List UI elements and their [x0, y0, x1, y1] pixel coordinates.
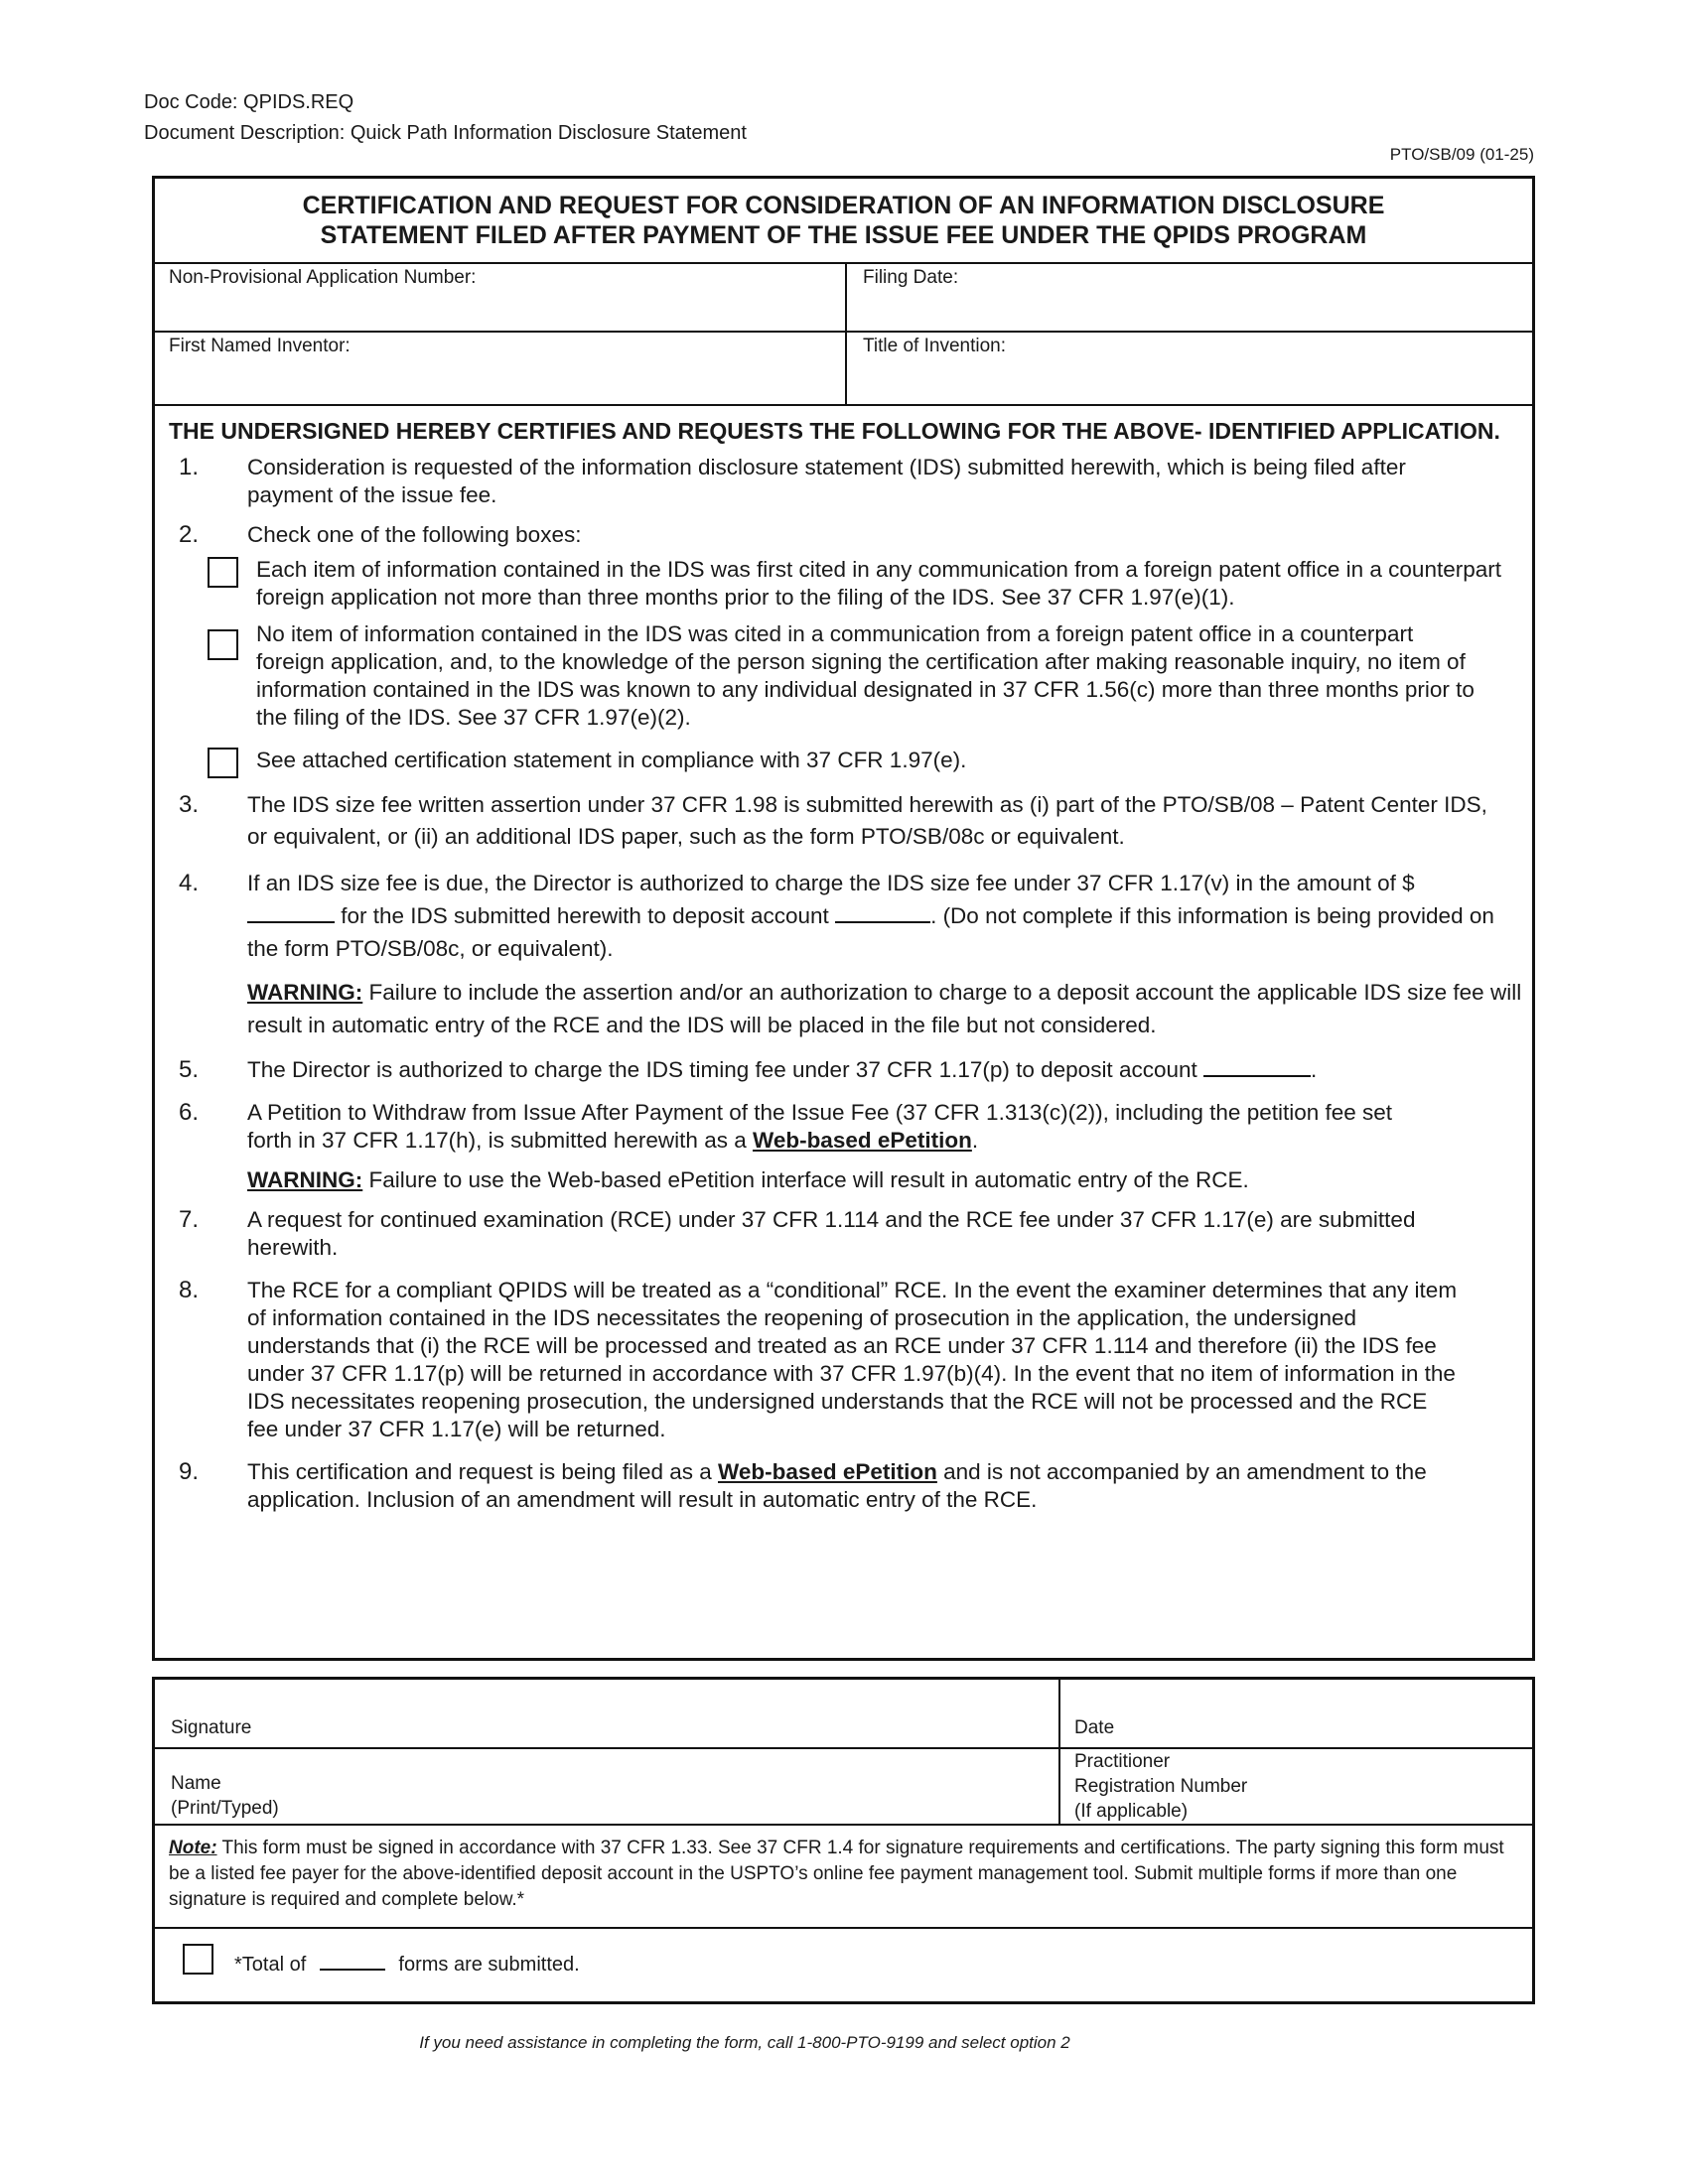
practitioner-label: Practitioner [1074, 1751, 1171, 1772]
item-6-warning [169, 1166, 1532, 1194]
signature-label: Signature [171, 1717, 252, 1738]
item-number: 4. [179, 870, 200, 896]
item-text-end: . [971, 1128, 979, 1153]
note-label: Note: [169, 1838, 217, 1858]
checkbox-attached-statement[interactable] [208, 748, 238, 778]
item-text: The Director is authorized to charge the IDS timing fee under 37 CFR 1.17(p) to deposit account [247, 1057, 1197, 1082]
application-number-field[interactable]: Non-Provisional Application Number: [155, 264, 847, 331]
option-not-cited [169, 620, 1532, 732]
name-field[interactable] [155, 1749, 1060, 1824]
item-text: The IDS size fee written assertion under 37 CFR 1.98 is submitted herewith as (i) part of the PTO/SB/08 – Patent Center IDS, or equivalent, or (ii) an additional IDS paper, such as the form PTO/SB/08c or equivalent. [247, 792, 1487, 849]
item-4-warning [169, 976, 1532, 1041]
warning-label: WARNING: [247, 1167, 363, 1192]
item-number: 8. [179, 1277, 200, 1303]
item-text: Consideration is requested of the information disclosure statement (IDS) submitted herewith, which is being filed after payment of the issue fee. [247, 455, 1406, 507]
item-3 [169, 789, 1532, 853]
item-4 [169, 867, 1532, 965]
signature-field[interactable] [155, 1680, 1060, 1747]
item-text: A request for continued examination (RCE) under 37 CFR 1.114 and the RCE fee under 37 CFR 1.17(e) are submitted herewith. [247, 1207, 1416, 1260]
certify-heading: THE UNDERSIGNED HEREBY CERTIFIES AND REQUESTS THE FOLLOWING FOR THE ABOVE- IDENTIFIED APPLICATION. [169, 418, 1500, 444]
option-text: No item of information contained in the IDS was cited in a communication from a foreign patent office in a counterpart foreign application, and, to the knowledge of the person signing the certification after making reasonable inquiry, no item of information contained in the IDS was known to any individual designated in 37 CFR 1.56(c) more than three months prior to the filing of the IDS. See 37 CFR 1.97(e)(2). [256, 621, 1475, 730]
name-sublabel: (Print/Typed) [171, 1798, 279, 1819]
certification-body [155, 406, 1532, 1514]
checkbox-total-forms[interactable] [183, 1944, 213, 1975]
form-title-line1: CERTIFICATION AND REQUEST FOR CONSIDERATION OF AN INFORMATION DISCLOSURE [302, 192, 1385, 219]
item-number: 1. [179, 454, 200, 480]
item-1 [169, 454, 1532, 509]
option-text: Each item of information contained in the IDS was first cited in any communication from a foreign patent office in a counterpart foreign application not more than three months prior to the filing of the IDS. See 37 CFR 1.97(e)(1). [256, 557, 1501, 610]
name-label: Name [171, 1773, 221, 1794]
warning-text: Failure to use the Web-based ePetition interface will result in automatic entry of the RCE. [362, 1167, 1249, 1192]
item-text: This certification and request is being filed as a [247, 1459, 719, 1484]
item-7 [169, 1206, 1532, 1262]
total-forms-count-field[interactable] [320, 1953, 385, 1971]
doc-code: Doc Code: QPIDS.REQ [144, 91, 354, 113]
item-5 [169, 1053, 1532, 1086]
certification-form [152, 176, 1535, 1661]
item-text: for the IDS submitted herewith to deposit account [341, 903, 829, 928]
doc-description: Document Description: Quick Path Information Disclosure Statement [144, 122, 747, 144]
item-text: The RCE for a compliant QPIDS will be treated as a “conditional” RCE. In the event the examiner determines that any item of information contained in the IDS necessitates the reopening of prosecution in the application, the undersigned understands that (i) the RCE will be processed and treated as an RCE under 37 CFR 1.114 and therefore (ii) the IDS fee under 37 CFR 1.17(p) will be returned in accordance with 37 CFR 1.97(b)(4). In the event that no item of information in the IDS necessitates reopening prosecution, the undersigned understands that the RCE will not be processed and the RCE fee under 37 CFR 1.17(e) will be returned. [247, 1278, 1458, 1441]
timing-fee-deposit-account-field[interactable] [1203, 1055, 1311, 1077]
assistance-footer: If you need assistance in completing the form, call 1-800-PTO-9199 and select option 2 [419, 2033, 1070, 2052]
inventor-info-row [155, 333, 1532, 406]
filing-date-field[interactable]: Filing Date: [863, 267, 959, 288]
registration-label: Registration Number [1074, 1776, 1248, 1797]
option-attached-statement [169, 747, 1532, 774]
note-text: This form must be signed in accordance with 37 CFR 1.33. See 37 CFR 1.4 for signature requirements and certifications. The party signing this form must be a listed fee payer for the above-identified deposit account in the USPTO’s online fee payment management tool. Submit multiple forms if more than one signature is required and complete below.* [169, 1838, 1504, 1910]
item-number: 2. [179, 521, 200, 548]
form-title [155, 179, 1532, 264]
web-based-epetition-link[interactable]: Web-based ePetition [718, 1459, 937, 1484]
signature-block [152, 1677, 1535, 2004]
signature-row [155, 1680, 1532, 1749]
item-text: . (Do not complete if this information is being provided on the form PTO/SB/08c, or equivalent). [247, 903, 1494, 961]
application-info-row [155, 264, 1532, 333]
item-text: If an IDS size fee is due, the Director is authorized to charge the IDS size fee under 37 CFR 1.17(v) in the amount of [247, 871, 1396, 895]
date-label: Date [1074, 1717, 1115, 1738]
document-header [144, 87, 747, 149]
total-suffix: forms are submitted. [398, 1954, 580, 1976]
item-text-end: . [1311, 1057, 1318, 1082]
web-based-epetition-link[interactable]: Web-based ePetition [752, 1128, 972, 1153]
dollar-sign: $ [1402, 871, 1415, 895]
item-number: 7. [179, 1206, 200, 1233]
form-code: PTO/SB/09 (01-25) [1389, 145, 1534, 164]
date-field[interactable] [1060, 1680, 1532, 1747]
ids-size-fee-amount-field[interactable] [247, 901, 335, 923]
deposit-account-field[interactable] [835, 901, 930, 923]
signature-note [155, 1826, 1532, 1929]
option-first-cited [169, 556, 1532, 612]
title-of-invention-field[interactable]: Title of Invention: [863, 336, 1006, 356]
item-text: and is not accompanied by an amendment to the application. Inclusion of an amendment will result in automatic entry of the RCE. [247, 1459, 1427, 1512]
item-text: A Petition to Withdraw from Issue After Payment of the Issue Fee (37 CFR 1.313(c)(2)), including the petition fee set forth in 37 CFR 1.17(h), is submitted herewith as a [247, 1100, 1393, 1153]
checkbox-not-cited[interactable] [208, 629, 238, 660]
total-forms-row [155, 1929, 1532, 2006]
warning-text: Failure to include the assertion and/or an authorization to charge to a deposit account the applicable IDS size fee will result in automatic entry of the RCE and the IDS will be placed in the file but not considered. [247, 980, 1522, 1037]
item-number: 6. [179, 1099, 200, 1126]
first-named-inventor-field[interactable]: First Named Inventor: [155, 333, 847, 404]
item-number: 5. [179, 1056, 200, 1083]
item-number: 9. [179, 1458, 200, 1485]
checkbox-first-cited[interactable] [208, 557, 238, 588]
registration-number-field[interactable] [1060, 1749, 1532, 1824]
form-title-line2: STATEMENT FILED AFTER PAYMENT OF THE ISSUE FEE UNDER THE QPIDS PROGRAM [320, 221, 1367, 249]
item-text: Check one of the following boxes: [247, 522, 582, 547]
name-row [155, 1749, 1532, 1826]
registration-sublabel: (If applicable) [1074, 1801, 1189, 1822]
item-number: 3. [179, 791, 200, 818]
warning-label: WARNING: [247, 980, 363, 1005]
item-2 [169, 521, 1532, 549]
item-8 [169, 1277, 1532, 1443]
total-label: *Total of [234, 1954, 307, 1976]
item-9 [169, 1458, 1532, 1514]
option-text: See attached certification statement in compliance with 37 CFR 1.97(e). [256, 748, 967, 772]
item-6 [169, 1099, 1532, 1155]
